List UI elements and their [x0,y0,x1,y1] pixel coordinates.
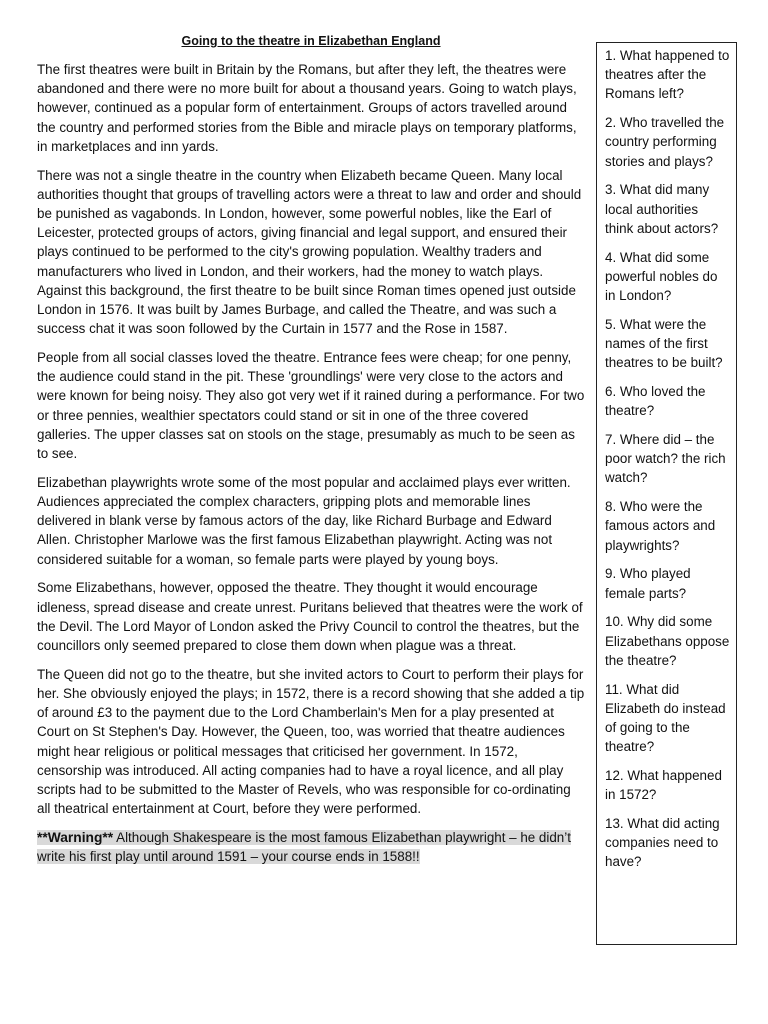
paragraph-playwrights: Elizabethan playwrights wrote some of the most popular and acclaimed plays ever written. Audiences appreciated the complex characters, gripping plots and memorable lines delivered in blank verse by famous actors of the day, like Richard Burbage and Edward Allen. Christopher Marlowe was the first famous Elizabethan playwright. Acting was not considered suitable for a woman, so female parts were played by young boys. [37,474,571,567]
question-item: 8. Who were the famous actors and playwrights? [605,499,716,553]
paragraph-opposition: Some Elizabethans, however, opposed the theatre. They thought it would encourage idleness, spread disease and create unrest. Puritans believed that theatres were the work of the Devil. The Lord Mayor of London asked the Privy Council to control the theatres, but the councillors only seemed prepared to close them down when plague was a threat. [37,580,583,654]
question-item: 1. What happened to theatres after the Romans left? [605,48,730,102]
paragraph-first-theatres: There was not a single theatre in the country when Elizabeth became Queen. Many local authorities thought that groups of travelling actors were a threat to law and order and should be punished as vagabonds. In London, however, some powerful nobles, like the Earl of Leicester, protected groups of actors, giving financial and legal support, and ensured their plays continued to be performed to the city's growing population. Wealthy traders and manufacturers who lived in London, and their workers, had the money to watch plays. Against this background, the first theatre to be built since Roman times opened just outside London in 1576. It was built by James Burbage, and called the Theatre, and was such a success chat it was soon followed by the Curtain in 1577 and the Rose in 1587. [37,167,582,337]
questions-box [596,42,737,945]
question-item: 3. What did many local authorities think about actors? [605,182,719,236]
question-item: 9. Who played female parts? [605,566,691,601]
question-item: 7. Where did – the poor watch? the rich watch? [605,432,726,486]
question-item: 5. What were the names of the first theatres to be built? [605,316,723,371]
question-item: 10. Why did some Elizabethans oppose the theatre? [605,614,730,668]
warning-label: **Warning** [37,830,114,846]
paragraph-romans: The first theatres were built in Britain by the Romans, but after they left, the theatres were abandoned and there were no more built for about a thousand years. Going to watch plays, however, continued as a popular form of entertainment. Groups of actors travelled around the country and performed stories from the Bible and miracle plays on temporary platforms, in marketplaces and inn yards. [37,62,577,154]
question-item: 13. What did acting companies need to have? [605,816,720,870]
paragraph-audiences: People from all social classes loved the theatre. Entrance fees were cheap; for one penny, the audience could stand in the pit. These 'groundlings' were very close to the actors and were known for being noisy. They also got very wet if it rained during a performance. For two or three pennies, wealthier spectators could stand or sit in one of the three covered galleries. The upper classes sat on stools on the stage, presumably as much to be seen as to see. [37,350,585,462]
warning-text: Although Shakespeare is the most famous Elizabethan playwright – he didn’t write his first play until around 1591 – your course ends in 1588!! [37,830,571,865]
article-body [37,60,585,876]
question-item: 4. What did some powerful nobles do in London? [605,249,718,304]
question-item: 2. Who travelled the country performing stories and plays? [605,115,725,169]
question-item: 6. Who loved the theatre? [605,384,706,419]
page-title: Going to the theatre in Elizabethan England [181,34,441,48]
warning-highlight [37,830,571,864]
question-item: 12. What happened in 1572? [605,768,722,803]
question-item: 11. What did Elizabeth do instead of going to the theatre? [605,681,726,755]
warning-note [37,828,585,866]
paragraph-queen: The Queen did not go to the theatre, but she invited actors to Court to perform their plays for her. She obviously enjoyed the plays; in 1572, there is a record showing that she added a tip of around £3 to the payment due to the Lord Chamberlain's Men for a play presented at Court on St Stephen's Day. However, the Queen, too, was worried that theatre audiences might hear religious or political messages that criticised her government. In 1572, censorship was introduced. All acting companies had to have a royal licence, and all play scripts had to be submitted to the Master of Revels, who was responsible for co-ordinating all theatrical entertainment at Court, before they were performed. [37,666,585,817]
